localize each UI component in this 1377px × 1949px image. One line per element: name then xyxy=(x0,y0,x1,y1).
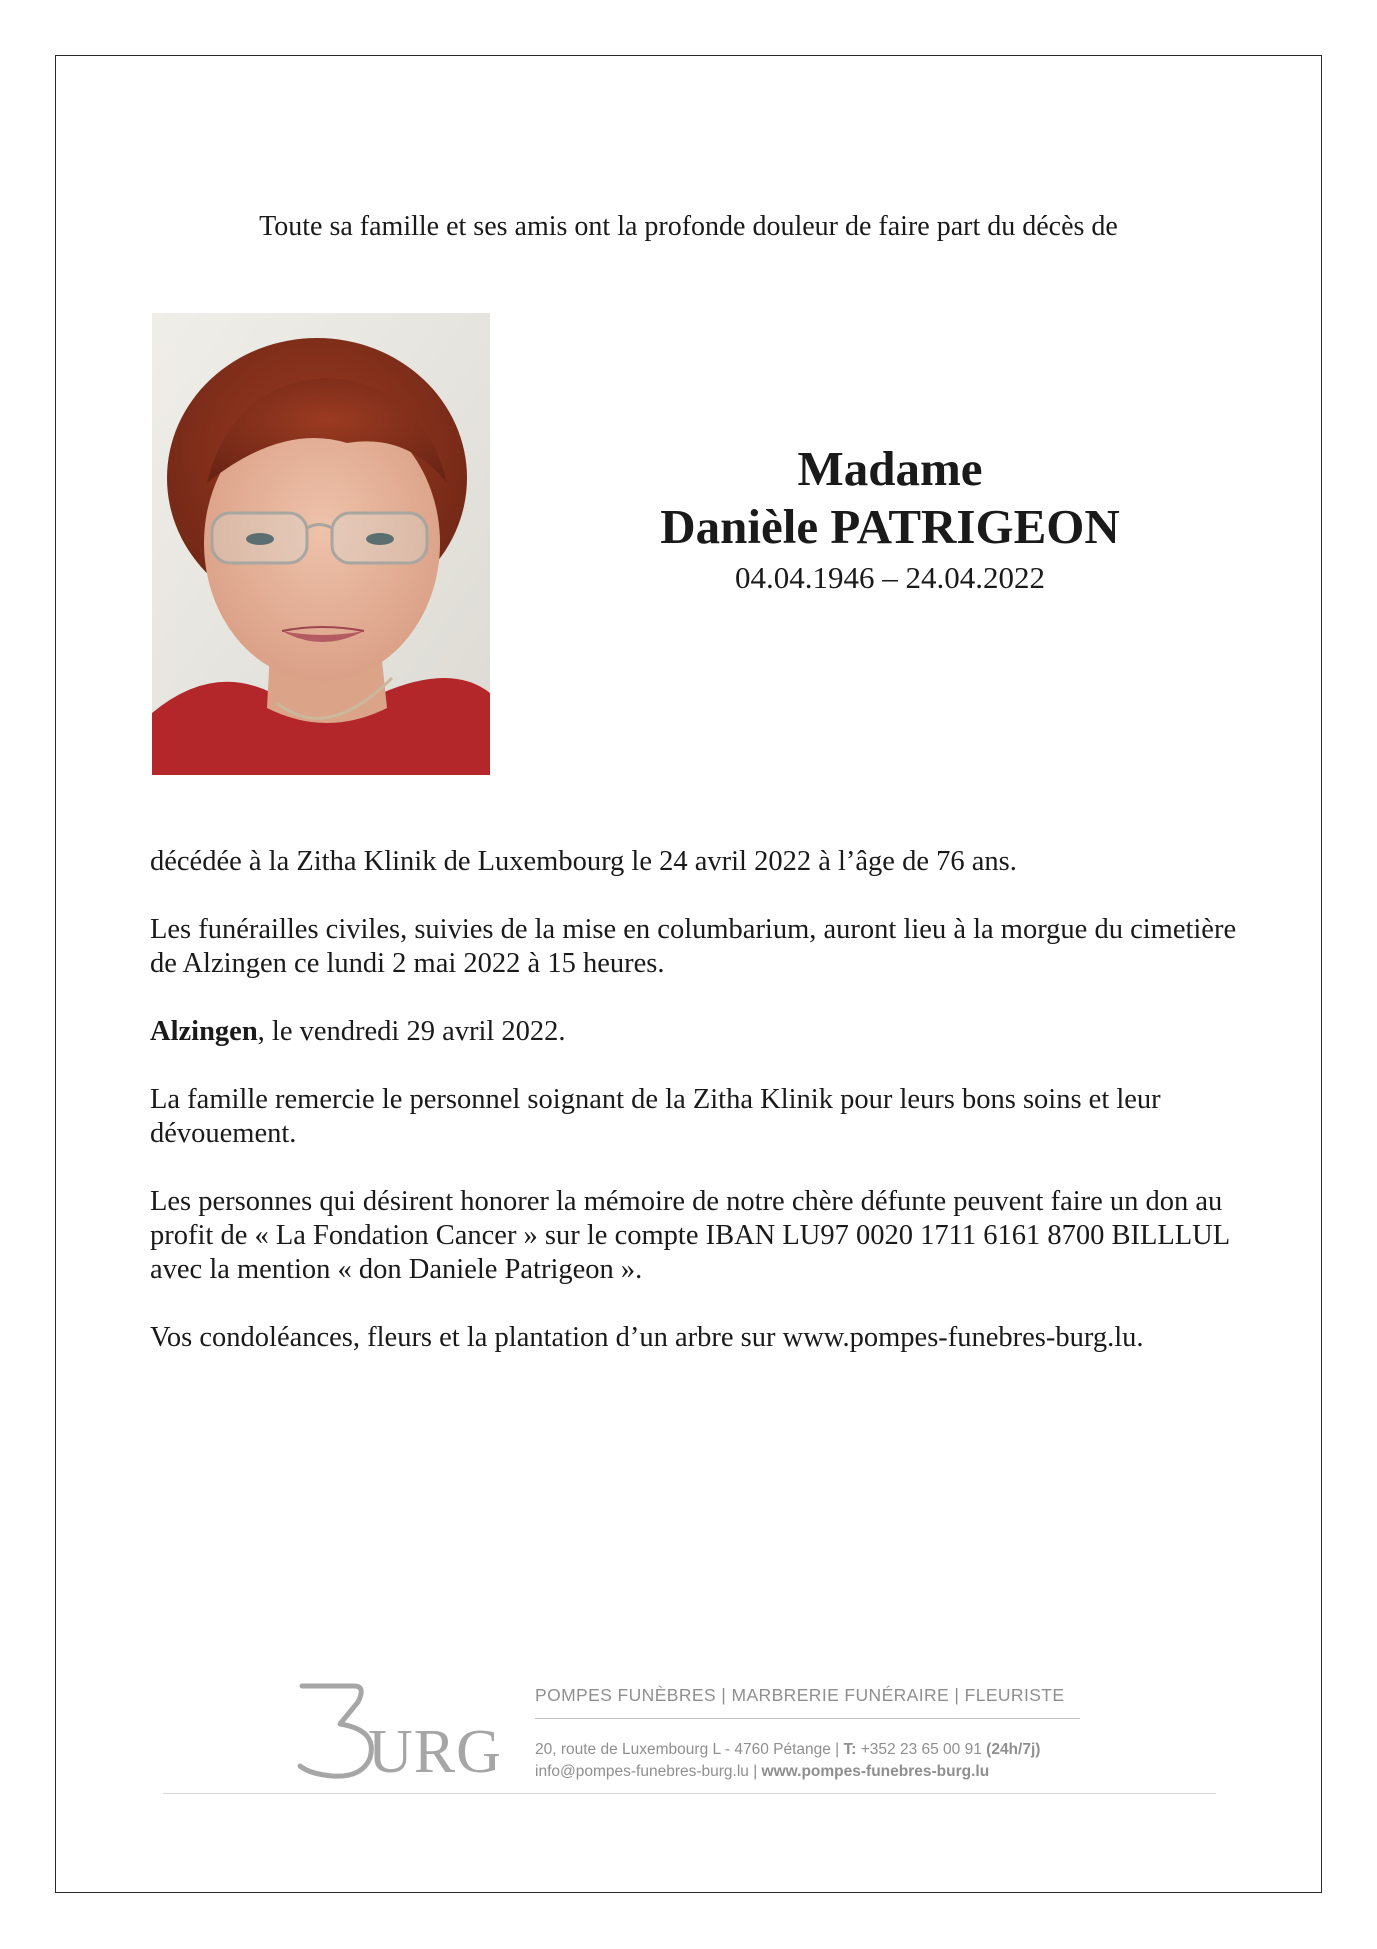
phone-number: +352 23 65 00 91 xyxy=(856,1741,987,1758)
death-notice: décédée à la Zitha Klinik de Luxembourg le 24 avril 2022 à l’âge de 76 ans. xyxy=(150,846,1017,877)
phone-hours: (24h/7j) xyxy=(986,1741,1041,1758)
honorific: Madame xyxy=(797,441,983,496)
intro-text: Toute sa famille et ses amis ont la profonde douleur de faire part du décès de xyxy=(259,211,1118,242)
funeral-details: Les funérailles civiles, suivies de la mise en columbarium, auront lieu à la morgue du cimetière de Alzingen ce lundi 2 mai 2022 à 15 heures. xyxy=(150,914,1237,979)
services-line: POMPES FUNÈBRES | MARBRERIE FUNÉRAIRE | FLEURISTE xyxy=(535,1685,1065,1705)
web-line xyxy=(535,1761,1080,1783)
footer-info xyxy=(535,1684,1080,1783)
thanks-paragraph: La famille remercie le personnel soignant de la Zitha Klinik pour leurs bons soins et leur dévouement. xyxy=(150,1084,1161,1149)
burg-logo xyxy=(296,1680,502,1786)
name-block xyxy=(600,440,1180,598)
condolences-paragraph: Vos condoléances, fleurs et la plantation d’un arbre sur www.pompes-funebres-burg.lu. xyxy=(150,1322,1144,1353)
portrait-photo xyxy=(152,313,490,775)
place-date-paragraph xyxy=(150,1015,1250,1049)
email: info@pompes-funebres-burg.lu | xyxy=(535,1763,762,1780)
address: 20, route de Luxembourg L - 4760 Pétange | xyxy=(535,1741,844,1758)
address-line xyxy=(535,1739,1080,1761)
deceased-name: Danièle PATRIGEON xyxy=(660,499,1120,554)
phone-label: T: xyxy=(843,1741,857,1758)
donation-paragraph: Les personnes qui désirent honorer la mémoire de notre chère défunte peuvent faire un don au profit de « La Fondation Cancer » sur le compte IBAN LU97 0020 1711 6161 8700 BILLLUL avec la mention « don Daniele Patrigeon ». xyxy=(150,1186,1230,1285)
svg-text:URG: URG xyxy=(368,1718,502,1786)
place-name: Alzingen xyxy=(150,1016,258,1047)
notice-body xyxy=(150,845,1250,1389)
life-dates: 04.04.1946 – 24.04.2022 xyxy=(735,560,1045,595)
website: www.pompes-funebres-burg.lu xyxy=(761,1763,990,1780)
footer-divider xyxy=(535,1718,1080,1719)
bottom-divider xyxy=(163,1793,1216,1794)
place-date: , le vendredi 29 avril 2022. xyxy=(257,1016,566,1047)
